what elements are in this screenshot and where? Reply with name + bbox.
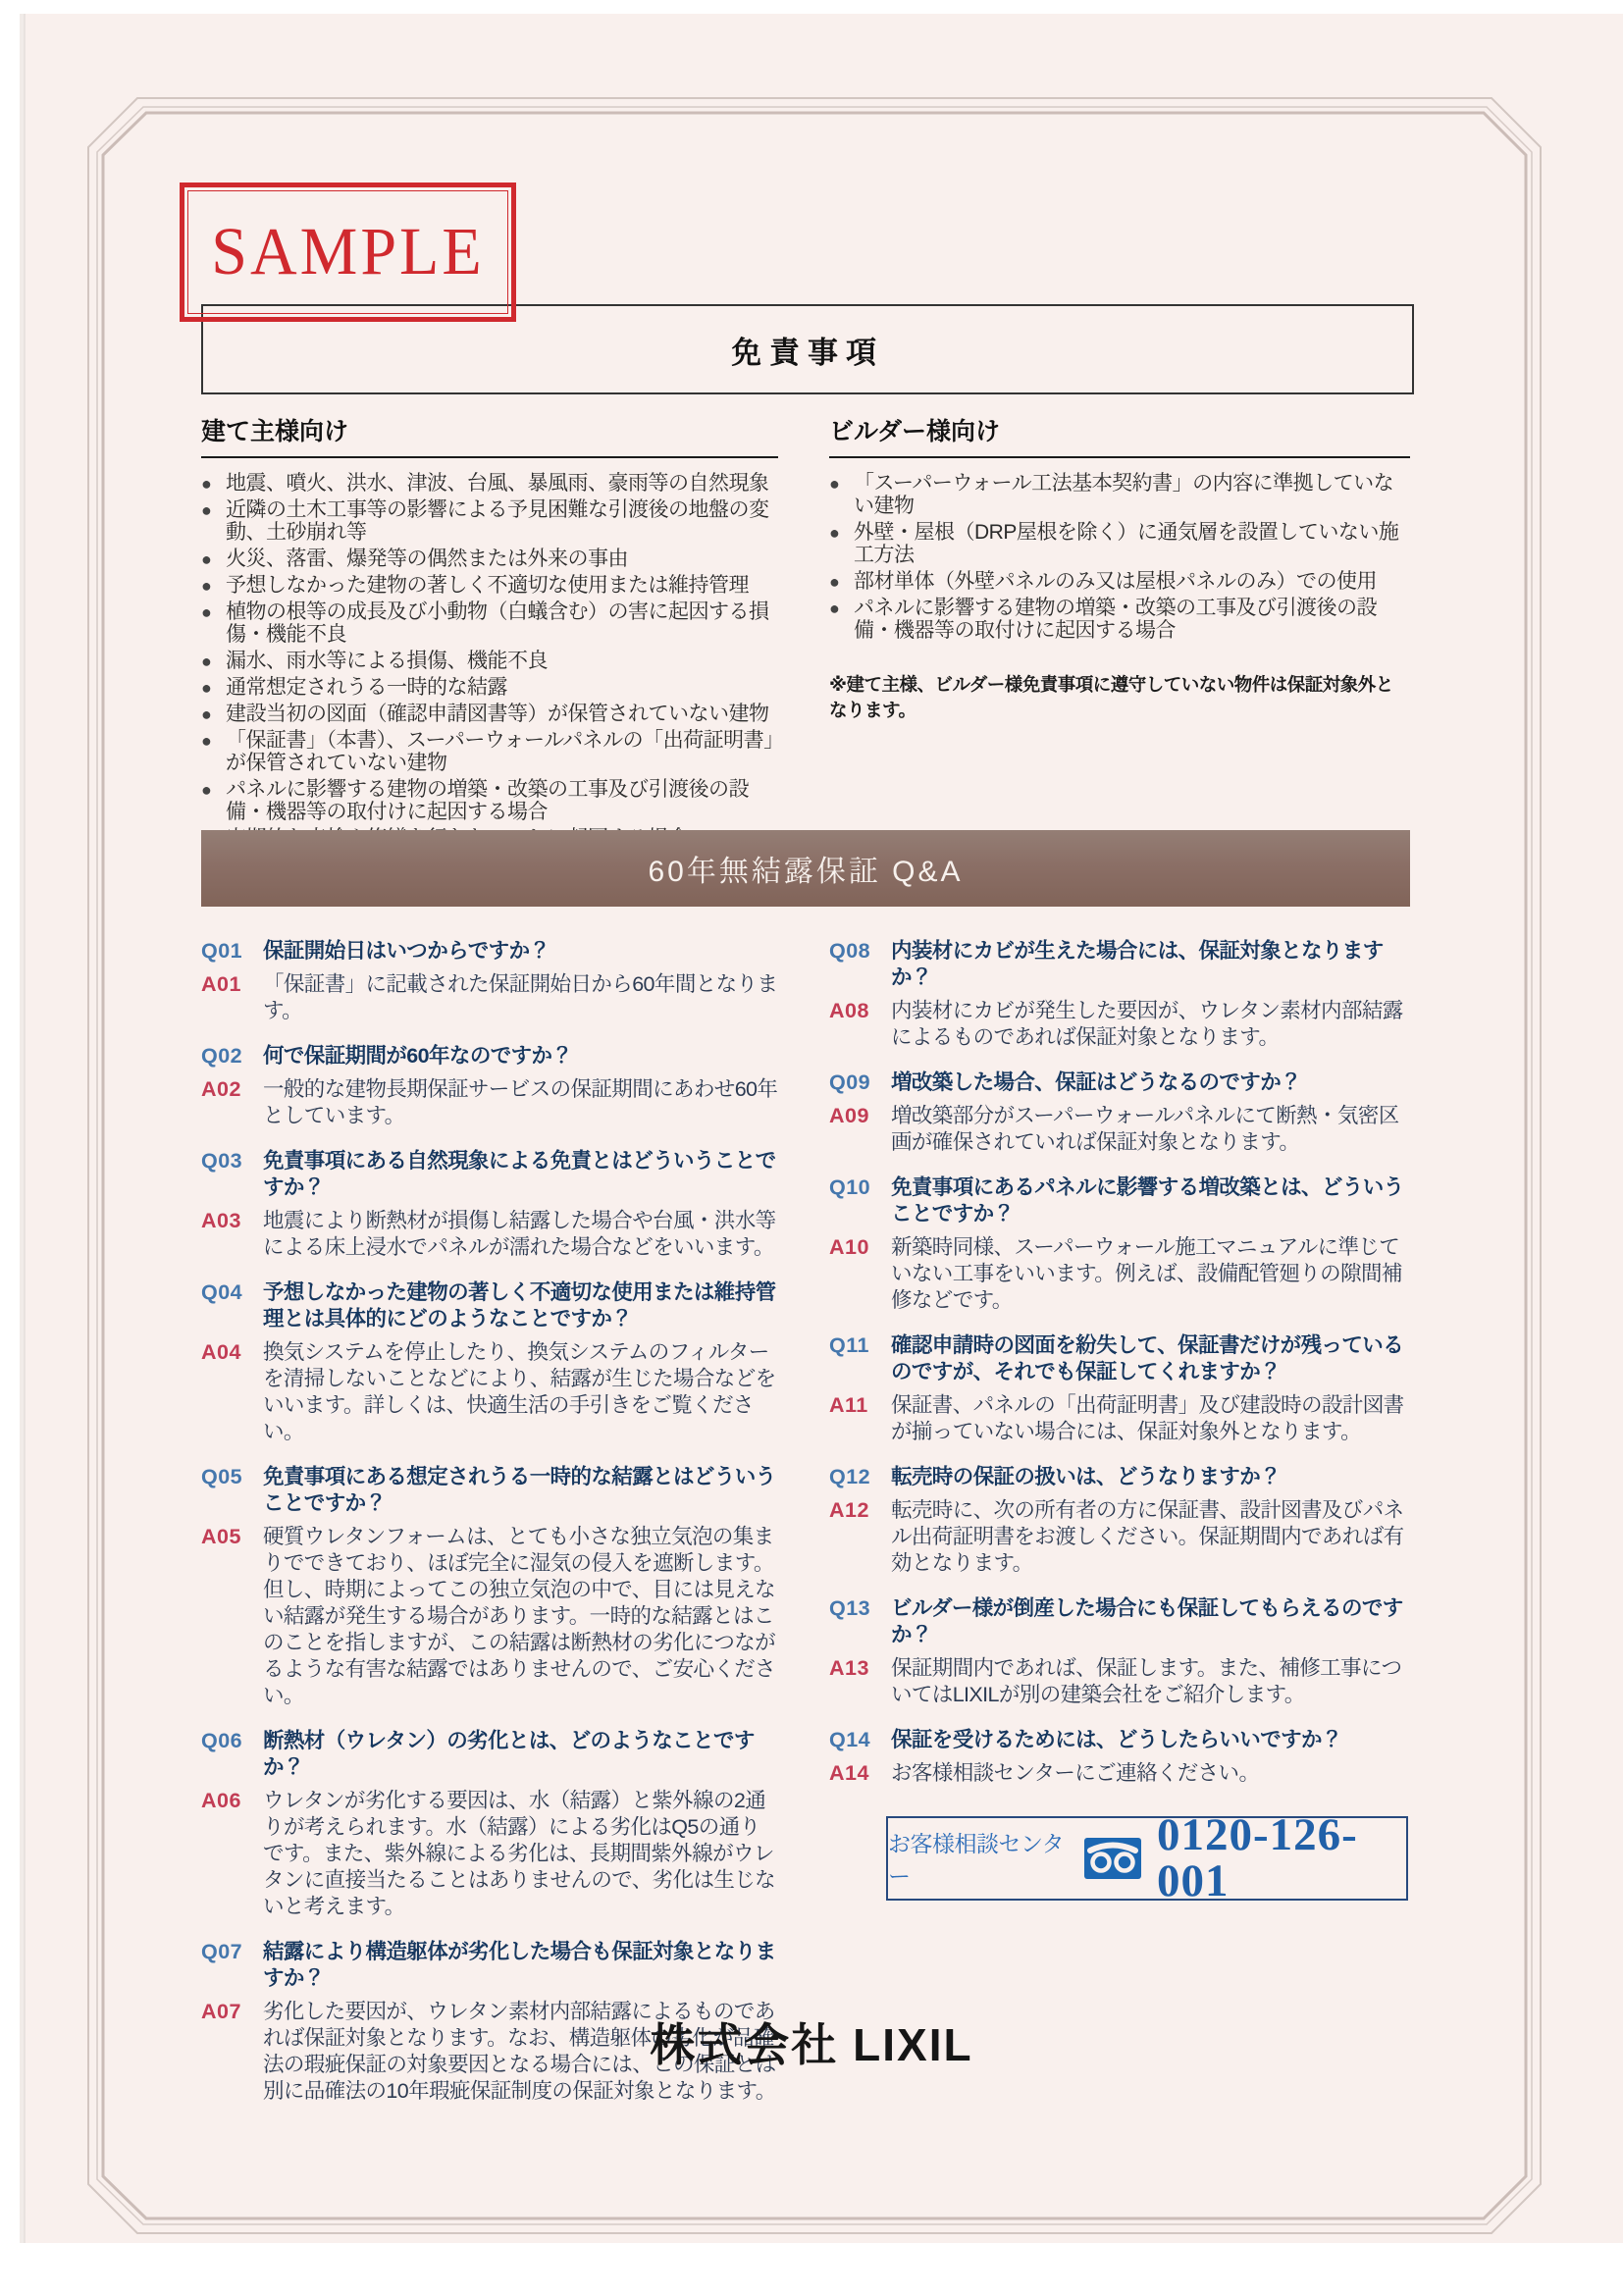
question-number: Q10 xyxy=(829,1175,871,1199)
qa-item xyxy=(829,1070,1410,1156)
answer-text: お客様相談センターにご連絡ください。 xyxy=(891,1761,1260,1785)
answer-row xyxy=(201,1208,780,1261)
answer-number: A10 xyxy=(829,1235,869,1259)
freedial-phone-icon xyxy=(1084,1838,1141,1879)
question-text: 保証を受けるためには、どうしたらいいですか？ xyxy=(891,1728,1342,1751)
question-row xyxy=(201,1728,780,1781)
bullet-icon: ● xyxy=(829,599,840,618)
question-text: 免責事項にある想定されうる一時的な結露とはどういうことですか？ xyxy=(263,1465,776,1515)
answer-row xyxy=(201,1339,780,1445)
disclaimer-item xyxy=(201,729,778,774)
question-row xyxy=(201,1279,780,1332)
qa-right-items xyxy=(829,938,1410,1787)
answer-number: A09 xyxy=(829,1104,869,1127)
answer-row xyxy=(829,1392,1410,1445)
answer-number: A05 xyxy=(201,1525,241,1548)
question-number: Q14 xyxy=(829,1728,871,1751)
question-row xyxy=(829,938,1410,991)
answer-text: 「保証書」に記載された保証開始日から60年間となります。 xyxy=(263,972,778,1022)
question-text: 保証開始日はいつからですか？ xyxy=(263,939,550,963)
disclaimer-item xyxy=(201,703,778,725)
disclaimer-item-text: 予想しなかった建物の著しく不適切な使用または維持管理 xyxy=(226,574,749,597)
disclaimer-item-text: 漏水、雨水等による損傷、機能不良 xyxy=(226,650,548,672)
disclaimer-item xyxy=(829,570,1410,593)
qa-item xyxy=(829,938,1410,1051)
footer xyxy=(0,2009,1623,2074)
bullet-icon: ● xyxy=(829,523,840,543)
bullet-icon: ● xyxy=(201,678,212,698)
question-number: Q05 xyxy=(201,1465,243,1488)
qa-item xyxy=(829,1727,1410,1787)
answer-number: A13 xyxy=(829,1656,869,1680)
question-number: Q12 xyxy=(829,1465,871,1488)
owner-disclaimer-column xyxy=(201,412,778,854)
question-number: Q01 xyxy=(201,939,243,963)
question-row xyxy=(829,1070,1410,1096)
answer-text: 保証書、パネルの「出荷証明書」及び建設時の設計図書が揃っていない場合には、保証対象外となります。 xyxy=(891,1393,1404,1443)
disclaimer-item xyxy=(201,778,778,823)
question-text: 断熱材（ウレタン）の劣化とは、どのようなことですか？ xyxy=(263,1729,755,1779)
question-text: 免責事項にあるパネルに影響する増改築とは、どういうことですか？ xyxy=(891,1175,1404,1226)
qa-item xyxy=(201,1728,780,1920)
question-number: Q06 xyxy=(201,1729,243,1752)
phone-number: 0120-126-001 xyxy=(1156,1809,1358,1906)
question-row xyxy=(829,1332,1410,1385)
answer-text: 劣化した要因が、ウレタン素材内部結露によるものであれば保証対象となります。なお、構造躯体の劣化が品確法の瑕疵保証の対象要因となる場合には、この保証とは別に品確法の10年瑕疵保証制度の保証対象となります。 xyxy=(263,2000,776,2103)
disclaimer-item-text: 建設当初の図面（確認申請図書等）が保管されていない建物 xyxy=(226,703,769,725)
answer-number: A02 xyxy=(201,1077,241,1101)
answer-number: A06 xyxy=(201,1789,241,1812)
disclaimer-note: ※建て主様、ビルダー様免責事項に遵守していない物件は保証対象外となります。 xyxy=(829,674,1393,720)
company-logo-text: 株式会社 LIXIL xyxy=(650,2019,973,2070)
disclaimer-item xyxy=(201,676,778,699)
disclaimer-item-text: 「スーパーウォール工法基本契約書」の内容に準拠していない建物 xyxy=(854,472,1394,517)
answer-row xyxy=(201,1524,780,1709)
qa-item xyxy=(201,1279,780,1445)
answer-text: 内装材にカビが発生した要因が、ウレタン素材内部結露によるものであれば保証対象となります。 xyxy=(891,999,1403,1049)
answer-number: A14 xyxy=(829,1761,869,1785)
question-number: Q04 xyxy=(201,1280,243,1304)
qa-item xyxy=(829,1595,1410,1708)
question-row xyxy=(201,1939,780,1992)
disclaimer-item-text: 近隣の土木工事等の影響による予見困難な引渡後の地盤の変動、土砂崩れ等 xyxy=(226,498,769,544)
qa-item xyxy=(829,1464,1410,1577)
question-text: 免責事項にある自然現象による免責とはどういうことですか？ xyxy=(263,1149,776,1199)
question-text: 内装材にカビが生えた場合には、保証対象となりますか？ xyxy=(891,939,1384,989)
question-row xyxy=(829,1595,1410,1648)
answer-text: 増改築部分がスーパーウォールパネルにて断熱・気密区画が確保されていれば保証対象となります。 xyxy=(891,1104,1399,1154)
answer-text: 地震により断熱材が損傷し結露した場合や台風・洪水等による床上浸水でパネルが濡れた場合などをいいます。 xyxy=(263,1209,776,1259)
answer-row xyxy=(829,1760,1410,1787)
disclaimer-item-text: 植物の根等の成長及び小動物（白蟻含む）の害に起因する損傷・機能不良 xyxy=(226,600,769,646)
question-text: 予想しなかった建物の著しく不適切な使用または維持管理とは具体的にどのようなことですか？ xyxy=(263,1280,776,1331)
bullet-icon: ● xyxy=(201,704,212,724)
question-text: 何で保証期間が60年なのですか？ xyxy=(263,1044,573,1068)
disclaimer-item xyxy=(201,498,778,544)
disclaimer-item xyxy=(829,472,1410,517)
answer-row xyxy=(829,1655,1410,1708)
answer-text: 転売時に、次の所有者の方に保証書、設計図書及びパネル出荷証明書をお渡しください。保証期間内であれば有効となります。 xyxy=(891,1498,1404,1575)
answer-number: A07 xyxy=(201,2000,241,2023)
answer-row xyxy=(201,971,780,1024)
qa-item xyxy=(201,938,780,1024)
disclaimer-item xyxy=(829,521,1410,566)
qa-item xyxy=(201,1043,780,1129)
qa-column-right xyxy=(829,938,1410,1906)
disclaimer-item xyxy=(201,548,778,570)
question-text: 転売時の保証の扱いは、どうなりますか？ xyxy=(891,1465,1282,1488)
disclaimer-item xyxy=(201,650,778,672)
qa-item xyxy=(201,1464,780,1709)
disclaimer-item xyxy=(201,574,778,597)
disclaimer-item-text: 部材単体（外壁パネルのみ又は屋根パネルのみ）での使用 xyxy=(854,570,1377,593)
question-row xyxy=(829,1174,1410,1227)
question-number: Q08 xyxy=(829,939,871,963)
question-number: Q13 xyxy=(829,1596,871,1620)
bullet-icon: ● xyxy=(201,576,212,596)
qa-banner-title: 60年無結露保証 Q&A xyxy=(648,856,964,888)
bullet-icon: ● xyxy=(201,780,212,800)
answer-text: 新築時同様、スーパーウォール施工マニュアルに準じていない工事をいいます。例えば、設備配管廻りの隙間補修などです。 xyxy=(891,1235,1402,1312)
disclaimer-item-text: パネルに影響する建物の増築・改築の工事及び引渡後の設備・機器等の取付けに起因する場合 xyxy=(854,597,1377,642)
answer-row xyxy=(829,1497,1410,1577)
builder-disclaimer-column xyxy=(829,412,1410,722)
bullet-icon: ● xyxy=(829,572,840,592)
disclaimer-item xyxy=(201,600,778,646)
question-text: 確認申請時の図面を紛失して、保証書だけが残っているのですが、それでも保証してくれますか？ xyxy=(891,1333,1404,1383)
disclaimer-item-text: 火災、落雷、爆発等の偶然または外来の事由 xyxy=(226,548,628,570)
question-number: Q09 xyxy=(829,1070,871,1094)
disclaimer-item-text: パネルに影響する建物の増築・改築の工事及び引渡後の設備・機器等の取付けに起因する場合 xyxy=(226,778,749,823)
answer-text: 保証期間内であれば、保証します。また、補修工事についてはLIXILが別の建築会社をご紹介します。 xyxy=(891,1656,1402,1706)
qa-item xyxy=(829,1174,1410,1314)
bullet-icon: ● xyxy=(201,500,212,520)
answer-row xyxy=(829,1103,1410,1156)
builder-section-heading: ビルダー様向け xyxy=(829,412,1410,458)
question-row xyxy=(829,1464,1410,1490)
page-title: 免責事項 xyxy=(731,335,884,370)
answer-text: 硬質ウレタンフォームは、とても小さな独立気泡の集まりでできており、ほぼ完全に湿気の侵入を遮断します。但し、時期によってこの独立気泡の中で、目には見えない結露が発生する場合があります。一時的な結露とはこのことを指しますが、この結露は断熱材の劣化につながるような有害な結露ではありませんので、ご安心ください。 xyxy=(263,1525,776,1707)
bullet-icon: ● xyxy=(201,731,212,751)
answer-row xyxy=(829,998,1410,1051)
disclaimer-item-text: 通常想定されうる一時的な結露 xyxy=(226,676,507,699)
answer-row xyxy=(829,1234,1410,1314)
bullet-icon: ● xyxy=(201,549,212,569)
question-row xyxy=(201,1148,780,1201)
disclaimer-item-text: 「保証書」（本書）、スーパーウォールパネルの「出荷証明書」が保管されていない建物 xyxy=(226,729,774,774)
owner-section-heading: 建て主様向け xyxy=(201,412,778,458)
answer-row xyxy=(201,1788,780,1920)
bullet-icon: ● xyxy=(201,652,212,671)
disclaimer-item xyxy=(829,597,1410,642)
question-text: ビルダー様が倒産した場合にも保証してもらえるのですか？ xyxy=(891,1596,1403,1646)
qa-item xyxy=(201,1148,780,1261)
sample-stamp xyxy=(180,183,516,322)
question-text: 増改築した場合、保証はどうなるのですか？ xyxy=(891,1070,1302,1094)
answer-row xyxy=(201,1076,780,1129)
answer-text: 換気システムを停止したり、換気システムのフィルターを清掃しないことなどにより、結露が生じた場合などをいいます。詳しくは、快適生活の手引きをご覧ください。 xyxy=(263,1340,776,1443)
question-text: 結露により構造躯体が劣化した場合も保証対象となりますか？ xyxy=(263,1940,776,1990)
qa-column-left xyxy=(201,938,780,2123)
qa-item xyxy=(829,1332,1410,1445)
question-row xyxy=(201,1464,780,1517)
answer-number: A12 xyxy=(829,1498,869,1522)
question-number: Q02 xyxy=(201,1044,243,1068)
disclaimer-item-text: 地震、噴火、洪水、津波、台風、暴風雨、豪雨等の自然現象 xyxy=(226,472,769,495)
answer-number: A08 xyxy=(829,999,869,1022)
bullet-icon: ● xyxy=(201,602,212,622)
owner-disclaimer-list xyxy=(201,472,778,850)
builder-disclaimer-list xyxy=(829,472,1410,642)
question-row xyxy=(201,1043,780,1070)
answer-number: A04 xyxy=(201,1340,241,1364)
customer-support-phone-box xyxy=(886,1809,1408,1906)
question-number: Q07 xyxy=(201,1940,243,1963)
disclaimer-item xyxy=(201,472,778,495)
question-number: Q11 xyxy=(829,1333,869,1357)
customer-support-label: お客様相談センター xyxy=(888,1831,1065,1889)
answer-number: A11 xyxy=(829,1393,868,1417)
sample-stamp-text: SAMPLE xyxy=(211,214,485,289)
disclaimer-item-text: 外壁・屋根（DRP屋根を除く）に通気層を設置していない施工方法 xyxy=(854,521,1399,566)
question-row xyxy=(829,1727,1410,1753)
question-row xyxy=(201,938,780,965)
qa-section-banner xyxy=(201,830,1410,907)
bullet-icon: ● xyxy=(829,474,840,494)
answer-text: 一般的な建物長期保証サービスの保証期間にあわせ60年としています。 xyxy=(263,1077,778,1127)
question-number: Q03 xyxy=(201,1149,243,1173)
answer-number: A03 xyxy=(201,1209,241,1232)
answer-text: ウレタンが劣化する要因は、水（結露）と紫外線の2通りが考えられます。水（結露）による劣化はQ5の通りです。また、紫外線による劣化は、長期間紫外線がウレタンに直接当たることはありませんので、劣化は生じないと考えます。 xyxy=(263,1789,776,1918)
bullet-icon: ● xyxy=(201,474,212,494)
answer-number: A01 xyxy=(201,972,241,996)
